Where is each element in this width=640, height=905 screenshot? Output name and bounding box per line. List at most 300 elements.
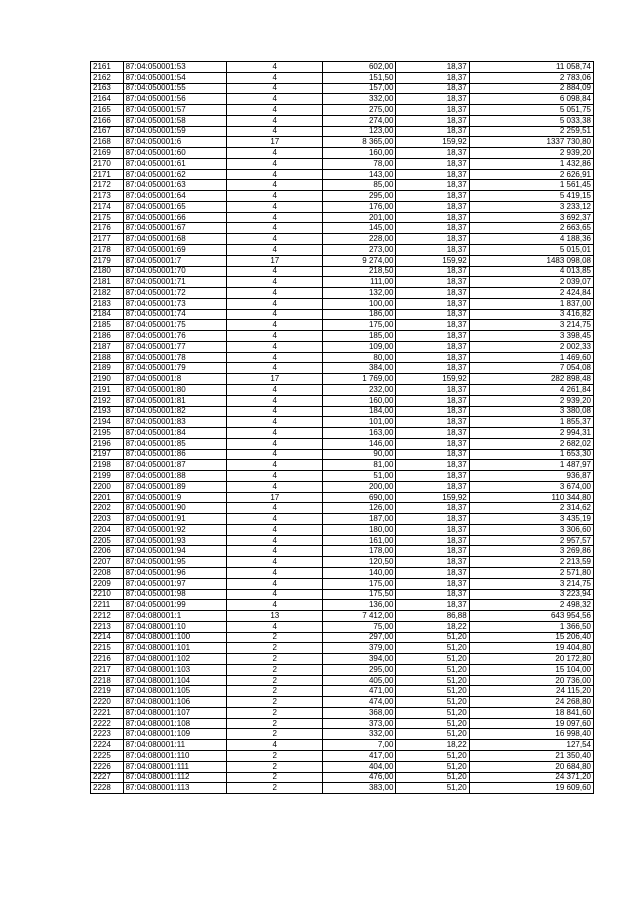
area-cell: 175,00 <box>323 320 396 331</box>
table-row <box>91 417 594 428</box>
area-cell: 176,00 <box>323 201 396 212</box>
value-cell: 936,87 <box>469 471 593 482</box>
value-cell: 15 104,00 <box>469 664 593 675</box>
cadastral-number-cell: 87:04:080001:100 <box>123 632 227 643</box>
row-number-cell: 2199 <box>91 471 124 482</box>
group-cell: 4 <box>227 288 323 299</box>
row-number-cell: 2210 <box>91 589 124 600</box>
area-cell: 332,00 <box>323 729 396 740</box>
table-row <box>91 223 594 234</box>
cadastral-number-cell: 87:04:050001:8 <box>123 374 227 385</box>
table-row <box>91 514 594 525</box>
table-row <box>91 503 594 514</box>
row-number-cell: 2188 <box>91 352 124 363</box>
value-cell: 643 954,56 <box>469 611 593 622</box>
table-row <box>91 331 594 342</box>
cadastral-number-cell: 87:04:080001:110 <box>123 751 227 762</box>
rate-cell: 18,37 <box>396 578 469 589</box>
area-cell: 7 412,00 <box>323 611 396 622</box>
rate-cell: 18,37 <box>396 471 469 482</box>
row-number-cell: 2215 <box>91 643 124 654</box>
value-cell: 3 223,94 <box>469 589 593 600</box>
rate-cell: 18,37 <box>396 245 469 256</box>
area-cell: 218,50 <box>323 266 396 277</box>
area-cell: 379,00 <box>323 643 396 654</box>
area-cell: 161,00 <box>323 535 396 546</box>
table-row <box>91 632 594 643</box>
row-number-cell: 2165 <box>91 105 124 116</box>
cadastral-number-cell: 87:04:050001:96 <box>123 567 227 578</box>
rate-cell: 18,37 <box>396 72 469 83</box>
area-cell: 1 769,00 <box>323 374 396 385</box>
row-number-cell: 2162 <box>91 72 124 83</box>
group-cell: 4 <box>227 234 323 245</box>
value-cell: 4 013,85 <box>469 266 593 277</box>
cadastral-number-cell: 87:04:050001:85 <box>123 438 227 449</box>
rate-cell: 51,20 <box>396 643 469 654</box>
cadastral-number-cell: 87:04:050001:53 <box>123 62 227 73</box>
group-cell: 4 <box>227 481 323 492</box>
row-number-cell: 2186 <box>91 331 124 342</box>
group-cell: 4 <box>227 600 323 611</box>
table-row <box>91 288 594 299</box>
table-row <box>91 105 594 116</box>
cadastral-number-cell: 87:04:050001:84 <box>123 428 227 439</box>
cadastral-number-cell: 87:04:080001:102 <box>123 654 227 665</box>
area-cell: 78,00 <box>323 158 396 169</box>
value-cell: 2 939,20 <box>469 395 593 406</box>
cadastral-value-table <box>90 61 594 794</box>
cadastral-number-cell: 87:04:050001:71 <box>123 277 227 288</box>
table-row <box>91 783 594 794</box>
rate-cell: 18,37 <box>396 298 469 309</box>
value-cell: 11 058,74 <box>469 62 593 73</box>
row-number-cell: 2163 <box>91 83 124 94</box>
cadastral-number-cell: 87:04:050001:61 <box>123 158 227 169</box>
value-cell: 19 097,60 <box>469 718 593 729</box>
row-number-cell: 2207 <box>91 557 124 568</box>
group-cell: 4 <box>227 191 323 202</box>
value-cell: 3 692,37 <box>469 212 593 223</box>
cadastral-number-cell: 87:04:050001:75 <box>123 320 227 331</box>
row-number-cell: 2194 <box>91 417 124 428</box>
row-number-cell: 2198 <box>91 460 124 471</box>
row-number-cell: 2193 <box>91 406 124 417</box>
area-cell: 85,00 <box>323 180 396 191</box>
rate-cell: 159,92 <box>396 137 469 148</box>
cadastral-number-cell: 87:04:080001:108 <box>123 718 227 729</box>
group-cell: 4 <box>227 169 323 180</box>
group-cell: 2 <box>227 772 323 783</box>
table-row <box>91 643 594 654</box>
area-cell: 178,00 <box>323 546 396 557</box>
row-number-cell: 2192 <box>91 395 124 406</box>
rate-cell: 51,20 <box>396 718 469 729</box>
row-number-cell: 2214 <box>91 632 124 643</box>
group-cell: 2 <box>227 675 323 686</box>
cadastral-number-cell: 87:04:050001:76 <box>123 331 227 342</box>
table-row <box>91 675 594 686</box>
value-cell: 20 684,80 <box>469 761 593 772</box>
rate-cell: 51,20 <box>396 772 469 783</box>
group-cell: 4 <box>227 72 323 83</box>
area-cell: 51,00 <box>323 471 396 482</box>
rate-cell: 18,37 <box>396 503 469 514</box>
table-row <box>91 212 594 223</box>
value-cell: 3 214,75 <box>469 320 593 331</box>
table-row <box>91 234 594 245</box>
rate-cell: 18,22 <box>396 621 469 632</box>
area-cell: 274,00 <box>323 115 396 126</box>
cadastral-number-cell: 87:04:050001:59 <box>123 126 227 137</box>
area-cell: 471,00 <box>323 686 396 697</box>
row-number-cell: 2190 <box>91 374 124 385</box>
value-cell: 5 033,38 <box>469 115 593 126</box>
cadastral-number-cell: 87:04:050001:66 <box>123 212 227 223</box>
group-cell: 4 <box>227 298 323 309</box>
value-cell: 7 054,08 <box>469 363 593 374</box>
row-number-cell: 2161 <box>91 62 124 73</box>
rate-cell: 51,20 <box>396 654 469 665</box>
row-number-cell: 2168 <box>91 137 124 148</box>
table-row <box>91 686 594 697</box>
group-cell: 4 <box>227 62 323 73</box>
rate-cell: 18,37 <box>396 277 469 288</box>
value-cell: 2 939,20 <box>469 148 593 159</box>
value-cell: 2 957,57 <box>469 535 593 546</box>
table-row <box>91 621 594 632</box>
table-row <box>91 191 594 202</box>
value-cell: 24 268,80 <box>469 697 593 708</box>
value-cell: 1 653,30 <box>469 449 593 460</box>
group-cell: 4 <box>227 115 323 126</box>
area-cell: 143,00 <box>323 169 396 180</box>
group-cell: 4 <box>227 417 323 428</box>
cadastral-number-cell: 87:04:050001:80 <box>123 384 227 395</box>
value-cell: 3 416,82 <box>469 309 593 320</box>
area-cell: 109,00 <box>323 341 396 352</box>
group-cell: 2 <box>227 697 323 708</box>
area-cell: 275,00 <box>323 105 396 116</box>
cadastral-number-cell: 87:04:080001:111 <box>123 761 227 772</box>
group-cell: 2 <box>227 751 323 762</box>
cadastral-number-cell: 87:04:050001:99 <box>123 600 227 611</box>
cadastral-number-cell: 87:04:050001:98 <box>123 589 227 600</box>
cadastral-number-cell: 87:04:080001:101 <box>123 643 227 654</box>
group-cell: 4 <box>227 201 323 212</box>
rate-cell: 51,20 <box>396 632 469 643</box>
cadastral-number-cell: 87:04:050001:81 <box>123 395 227 406</box>
area-cell: 175,50 <box>323 589 396 600</box>
group-cell: 2 <box>227 686 323 697</box>
value-cell: 1 837,00 <box>469 298 593 309</box>
value-cell: 2 682,02 <box>469 438 593 449</box>
table-row <box>91 600 594 611</box>
row-number-cell: 2182 <box>91 288 124 299</box>
rate-cell: 18,37 <box>396 384 469 395</box>
table-row <box>91 761 594 772</box>
group-cell: 4 <box>227 320 323 331</box>
value-cell: 3 306,60 <box>469 524 593 535</box>
table-row <box>91 115 594 126</box>
cadastral-number-cell: 87:04:050001:93 <box>123 535 227 546</box>
table-row <box>91 438 594 449</box>
row-number-cell: 2222 <box>91 718 124 729</box>
rate-cell: 18,37 <box>396 180 469 191</box>
value-cell: 3 269,86 <box>469 546 593 557</box>
area-cell: 146,00 <box>323 438 396 449</box>
row-number-cell: 2166 <box>91 115 124 126</box>
group-cell: 2 <box>227 707 323 718</box>
cadastral-number-cell: 87:04:080001:107 <box>123 707 227 718</box>
group-cell: 4 <box>227 309 323 320</box>
rate-cell: 18,37 <box>396 62 469 73</box>
group-cell: 4 <box>227 557 323 568</box>
rate-cell: 18,37 <box>396 212 469 223</box>
row-number-cell: 2218 <box>91 675 124 686</box>
area-cell: 120,50 <box>323 557 396 568</box>
value-cell: 2 002,33 <box>469 341 593 352</box>
table-row <box>91 94 594 105</box>
table-row <box>91 567 594 578</box>
cadastral-number-cell: 87:04:050001:89 <box>123 481 227 492</box>
group-cell: 4 <box>227 589 323 600</box>
rate-cell: 86,88 <box>396 611 469 622</box>
table-row <box>91 72 594 83</box>
rate-cell: 18,37 <box>396 449 469 460</box>
cadastral-number-cell: 87:04:050001:64 <box>123 191 227 202</box>
table-row <box>91 449 594 460</box>
row-number-cell: 2203 <box>91 514 124 525</box>
cadastral-number-cell: 87:04:050001:60 <box>123 148 227 159</box>
row-number-cell: 2200 <box>91 481 124 492</box>
table-row <box>91 654 594 665</box>
table-row <box>91 729 594 740</box>
cadastral-number-cell: 87:04:080001:104 <box>123 675 227 686</box>
rate-cell: 18,37 <box>396 438 469 449</box>
cadastral-number-cell: 87:04:080001:113 <box>123 783 227 794</box>
row-number-cell: 2223 <box>91 729 124 740</box>
area-cell: 185,00 <box>323 331 396 342</box>
rate-cell: 51,20 <box>396 751 469 762</box>
group-cell: 4 <box>227 212 323 223</box>
value-cell: 1 561,45 <box>469 180 593 191</box>
table-row <box>91 384 594 395</box>
row-number-cell: 2195 <box>91 428 124 439</box>
row-number-cell: 2227 <box>91 772 124 783</box>
group-cell: 4 <box>227 331 323 342</box>
value-cell: 1 366,50 <box>469 621 593 632</box>
area-cell: 476,00 <box>323 772 396 783</box>
row-number-cell: 2220 <box>91 697 124 708</box>
row-number-cell: 2226 <box>91 761 124 772</box>
area-cell: 474,00 <box>323 697 396 708</box>
rate-cell: 18,37 <box>396 600 469 611</box>
value-cell: 5 419,15 <box>469 191 593 202</box>
row-number-cell: 2216 <box>91 654 124 665</box>
table-row <box>91 772 594 783</box>
table-row <box>91 471 594 482</box>
group-cell: 4 <box>227 621 323 632</box>
area-cell: 136,00 <box>323 600 396 611</box>
area-cell: 228,00 <box>323 234 396 245</box>
rate-cell: 51,20 <box>396 707 469 718</box>
table-row <box>91 481 594 492</box>
value-cell: 2 498,32 <box>469 600 593 611</box>
row-number-cell: 2196 <box>91 438 124 449</box>
table-row <box>91 697 594 708</box>
value-cell: 2 884,09 <box>469 83 593 94</box>
row-number-cell: 2184 <box>91 309 124 320</box>
group-cell: 4 <box>227 460 323 471</box>
group-cell: 2 <box>227 718 323 729</box>
group-cell: 2 <box>227 761 323 772</box>
cadastral-number-cell: 87:04:050001:82 <box>123 406 227 417</box>
group-cell: 4 <box>227 449 323 460</box>
rate-cell: 18,37 <box>396 320 469 331</box>
group-cell: 4 <box>227 384 323 395</box>
group-cell: 4 <box>227 180 323 191</box>
area-cell: 132,00 <box>323 288 396 299</box>
cadastral-number-cell: 87:04:080001:112 <box>123 772 227 783</box>
group-cell: 4 <box>227 567 323 578</box>
group-cell: 4 <box>227 578 323 589</box>
area-cell: 690,00 <box>323 492 396 503</box>
area-cell: 111,00 <box>323 277 396 288</box>
area-cell: 201,00 <box>323 212 396 223</box>
value-cell: 24 115,20 <box>469 686 593 697</box>
row-number-cell: 2189 <box>91 363 124 374</box>
value-cell: 1 855,37 <box>469 417 593 428</box>
table-row <box>91 341 594 352</box>
value-cell: 3 214,75 <box>469 578 593 589</box>
row-number-cell: 2219 <box>91 686 124 697</box>
group-cell: 2 <box>227 783 323 794</box>
table-row <box>91 352 594 363</box>
table-row <box>91 298 594 309</box>
rate-cell: 51,20 <box>396 675 469 686</box>
table-row <box>91 664 594 675</box>
value-cell: 4 261,84 <box>469 384 593 395</box>
area-cell: 8 365,00 <box>323 137 396 148</box>
table-row <box>91 395 594 406</box>
rate-cell: 18,37 <box>396 589 469 600</box>
group-cell: 4 <box>227 83 323 94</box>
area-cell: 7,00 <box>323 740 396 751</box>
row-number-cell: 2179 <box>91 255 124 266</box>
row-number-cell: 2205 <box>91 535 124 546</box>
cadastral-number-cell: 87:04:050001:83 <box>123 417 227 428</box>
area-cell: 394,00 <box>323 654 396 665</box>
cadastral-number-cell: 87:04:050001:62 <box>123 169 227 180</box>
value-cell: 2 424,84 <box>469 288 593 299</box>
value-cell: 1 432,86 <box>469 158 593 169</box>
rate-cell: 51,20 <box>396 686 469 697</box>
cadastral-number-cell: 87:04:080001:109 <box>123 729 227 740</box>
row-number-cell: 2208 <box>91 567 124 578</box>
value-cell: 19 609,60 <box>469 783 593 794</box>
group-cell: 2 <box>227 654 323 665</box>
table-row <box>91 546 594 557</box>
group-cell: 4 <box>227 223 323 234</box>
cadastral-number-cell: 87:04:080001:1 <box>123 611 227 622</box>
group-cell: 2 <box>227 664 323 675</box>
rate-cell: 18,37 <box>396 341 469 352</box>
area-cell: 602,00 <box>323 62 396 73</box>
group-cell: 4 <box>227 535 323 546</box>
group-cell: 17 <box>227 137 323 148</box>
value-cell: 4 188,36 <box>469 234 593 245</box>
row-number-cell: 2180 <box>91 266 124 277</box>
area-cell: 160,00 <box>323 148 396 159</box>
cadastral-number-cell: 87:04:050001:87 <box>123 460 227 471</box>
group-cell: 4 <box>227 158 323 169</box>
table-row <box>91 718 594 729</box>
table-row <box>91 611 594 622</box>
group-cell: 4 <box>227 105 323 116</box>
cadastral-number-cell: 87:04:080001:106 <box>123 697 227 708</box>
area-cell: 200,00 <box>323 481 396 492</box>
cadastral-number-cell: 87:04:050001:54 <box>123 72 227 83</box>
row-number-cell: 2173 <box>91 191 124 202</box>
cadastral-number-cell: 87:04:050001:73 <box>123 298 227 309</box>
group-cell: 4 <box>227 266 323 277</box>
table-row <box>91 428 594 439</box>
value-cell: 5 051,75 <box>469 105 593 116</box>
area-cell: 160,00 <box>323 395 396 406</box>
row-number-cell: 2228 <box>91 783 124 794</box>
value-cell: 3 674,00 <box>469 481 593 492</box>
rate-cell: 18,37 <box>396 288 469 299</box>
table-row <box>91 492 594 503</box>
cadastral-number-cell: 87:04:050001:94 <box>123 546 227 557</box>
rate-cell: 18,37 <box>396 535 469 546</box>
group-cell: 4 <box>227 740 323 751</box>
rate-cell: 18,37 <box>396 126 469 137</box>
row-number-cell: 2170 <box>91 158 124 169</box>
area-cell: 273,00 <box>323 245 396 256</box>
value-cell: 18 841,60 <box>469 707 593 718</box>
table-row <box>91 707 594 718</box>
table-row <box>91 374 594 385</box>
area-cell: 332,00 <box>323 94 396 105</box>
area-cell: 180,00 <box>323 524 396 535</box>
rate-cell: 51,20 <box>396 761 469 772</box>
row-number-cell: 2204 <box>91 524 124 535</box>
row-number-cell: 2183 <box>91 298 124 309</box>
row-number-cell: 2225 <box>91 751 124 762</box>
area-cell: 295,00 <box>323 191 396 202</box>
table-body <box>91 62 594 794</box>
cadastral-number-cell: 87:04:050001:68 <box>123 234 227 245</box>
group-cell: 4 <box>227 352 323 363</box>
rate-cell: 18,37 <box>396 546 469 557</box>
area-cell: 187,00 <box>323 514 396 525</box>
group-cell: 4 <box>227 471 323 482</box>
cadastral-number-cell: 87:04:050001:78 <box>123 352 227 363</box>
value-cell: 127,54 <box>469 740 593 751</box>
row-number-cell: 2213 <box>91 621 124 632</box>
value-cell: 20 736,00 <box>469 675 593 686</box>
rate-cell: 18,37 <box>396 557 469 568</box>
cadastral-number-cell: 87:04:050001:95 <box>123 557 227 568</box>
value-cell: 110 344,80 <box>469 492 593 503</box>
row-number-cell: 2167 <box>91 126 124 137</box>
row-number-cell: 2217 <box>91 664 124 675</box>
row-number-cell: 2221 <box>91 707 124 718</box>
rate-cell: 159,92 <box>396 492 469 503</box>
area-cell: 90,00 <box>323 449 396 460</box>
